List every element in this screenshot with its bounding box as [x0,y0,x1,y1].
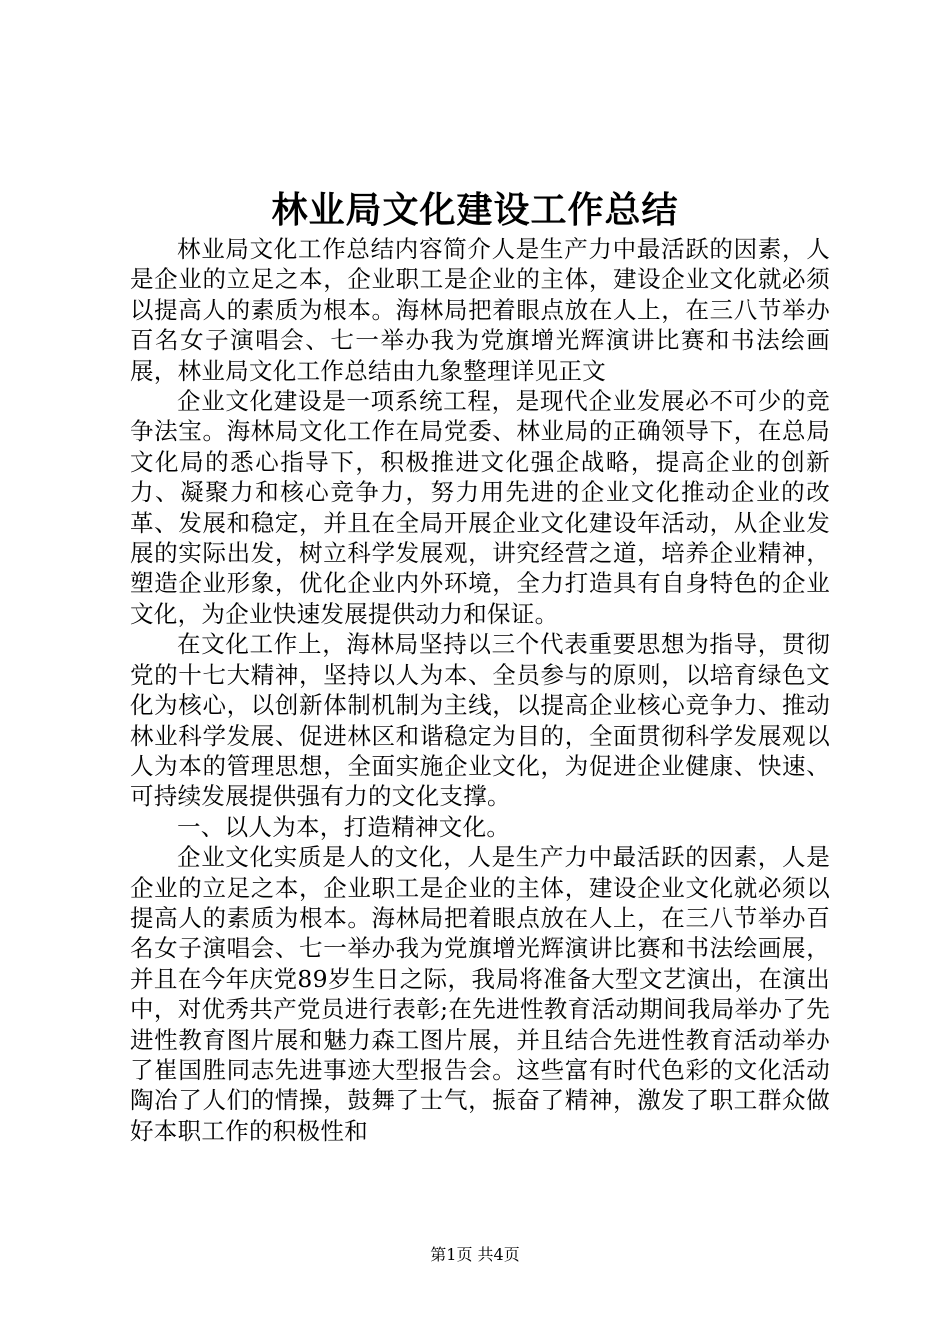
paragraph-principles: 在文化工作上，海林局坚持以三个代表重要思想为指导，贯彻党的十七大精神，坚持以人为本、全员参与的原则，以培育绿色文化为核心，以创新体制机制为主线，以提高企业核心竞争力、推动林业科学发展、促进林区和谐稳定为目的，全面贯彻科学发展观以人为本的管理思想，全面实施企业文化，为促进企业健康、快速、可持续发展提供强有力的文化支撑。 [130,630,830,811]
paragraph-section-one: 企业文化实质是人的文化，人是生产力中最活跃的因素，人是企业的立足之本，企业职工是企业的主体，建设企业文化就必须以提高人的素质为根本。海林局把着眼点放在人上，在三八节举办百名女子演唱会、七一举办我为党旗增光辉演讲比赛和书法绘画展，并且在今年庆党89岁生日之际，我局将准备大型文艺演出，在演出中，对优秀共产党员进行表彰;在先进性教育活动期间我局举办了先进性教育图片展和魅力森工图片展，并且结合先进性教育活动举办了崔国胜同志先进事迹大型报告会。这些富有时代色彩的文化活动陶冶了人们的情操，鼓舞了士气，振奋了精神，激发了职工群众做好本职工作的积极性和 [130,843,830,1145]
paragraph-intro: 林业局文化工作总结内容简介人是生产力中最活跃的因素，人是企业的立足之本，企业职工是企业的主体，建设企业文化就必须以提高人的素质为根本。海林局把着眼点放在人上，在三八节举办百名女子演唱会、七一举办我为党旗增光辉演讲比赛和书法绘画展，林业局文化工作总结由九象整理详见正文 [130,235,830,385]
section-heading: 一、以人为本，打造精神文化。 [177,812,511,841]
document-body [130,234,830,1146]
page-number-footer: 第1页 共4页 [430,1245,520,1264]
paragraph-overview: 企业文化建设是一项系统工程，是现代企业发展必不可少的竞争法宝。海林局文化工作在局党委、林业局的正确领导下，在总局文化局的悉心指导下，积极推进文化强企战略，提高企业的创新力、凝聚力和核心竞争力，努力用先进的企业文化推动企业的改革、发展和稳定，并且在全局开展企业文化建设年活动，从企业发展的实际出发，树立科学发展观，讲究经营之道，培养企业精神，塑造企业形象，优化企业内外环境，全力打造具有自身特色的企业文化，为企业快速发展提供动力和保证。 [130,387,830,628]
document-title: 林业局文化建设工作总结 [271,189,679,231]
